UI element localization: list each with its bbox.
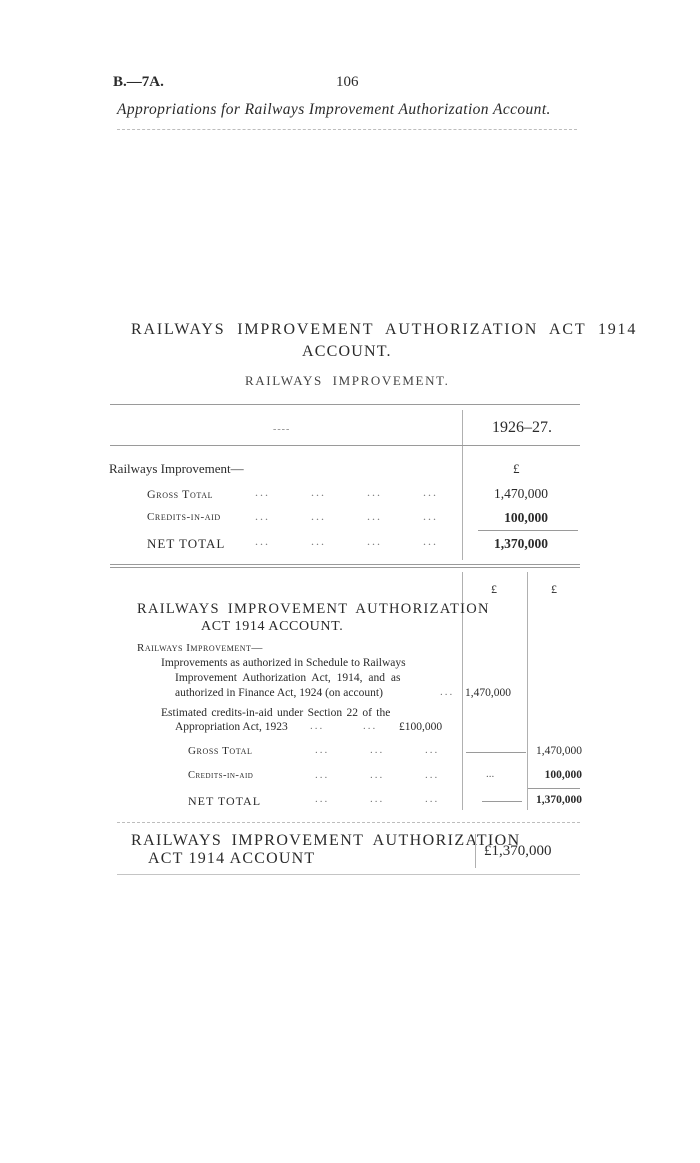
summary-title-line2: ACCOUNT. <box>302 343 392 360</box>
summary-description-header: ---- <box>273 424 291 435</box>
detail-row-gross-dash <box>466 752 526 753</box>
summary-row-net-leaders: ... ... ... ... <box>255 534 438 548</box>
detail-row-net-value: 1,370,000 <box>536 794 582 806</box>
summary-row-credits-leaders: ... ... ... ... <box>255 509 438 523</box>
detail-item-line2: Improvement Authorization Act, 1914, and as <box>175 672 401 684</box>
summary-row-credits-value: 100,000 <box>504 510 548 525</box>
detail-row-net-leaders: ... ... ... <box>315 793 440 805</box>
detail-item-line1: Improvements as authorized in Schedule to Railways <box>161 657 406 669</box>
detail-row-net-dash <box>482 801 522 802</box>
footer-bracket <box>475 834 476 868</box>
summary-bottom-rule <box>110 564 580 565</box>
summary-bottom-rule-double <box>110 567 580 568</box>
footer-amount: £1,370,000 <box>484 843 552 859</box>
detail-item-line3: authorized in Finance Act, 1924 (on account) <box>175 687 383 699</box>
detail-row-gross-label: Gross Total <box>188 745 253 757</box>
detail-subtotal-rule <box>528 788 580 789</box>
detail-row-credits-value: 100,000 <box>544 769 582 781</box>
footer-label-line1: RAILWAYS IMPROVEMENT AUTHORIZATION <box>131 832 521 849</box>
detail-subheading: Railways Improvement— <box>137 642 263 654</box>
footer-rule <box>117 874 580 875</box>
summary-row-gross-value: 1,470,000 <box>494 486 548 501</box>
summary-row-gross-label: Gross Total <box>147 487 214 501</box>
summary-title-line1: RAILWAYS IMPROVEMENT AUTHORIZATION ACT 1914 <box>131 321 638 338</box>
summary-year-header: 1926–27. <box>492 419 552 436</box>
detail-row-gross-leaders: ... ... ... <box>315 744 440 756</box>
summary-row-gross-leaders: ... ... ... ... <box>255 485 438 499</box>
summary-subtotal-rule <box>478 530 578 531</box>
detail-estimate-line1: Estimated credits-in-aid under Section 22 of the <box>161 707 391 719</box>
detail-row-credits-col1: ... <box>486 768 495 780</box>
detail-item-amount: 1,470,000 <box>465 687 511 699</box>
header-rule <box>117 129 577 130</box>
running-title: Appropriations for Railways Improvement Authorization Account. <box>117 101 551 118</box>
summary-column-rule <box>462 410 463 560</box>
summary-top-rule <box>110 404 580 405</box>
detail-row-gross-value: 1,470,000 <box>536 745 582 757</box>
summary-subtitle: RAILWAYS IMPROVEMENT. <box>245 373 450 388</box>
detail-bottom-rule <box>117 822 580 823</box>
detail-row-credits-leaders: ... ... ... <box>315 769 440 781</box>
detail-estimate-line2: Appropriation Act, 1923 <box>175 721 288 733</box>
detail-currency-right: £ <box>551 582 557 596</box>
detail-currency-left: £ <box>491 582 497 596</box>
detail-heading-line1: RAILWAYS IMPROVEMENT AUTHORIZATION <box>137 601 490 617</box>
summary-currency: £ <box>513 461 520 476</box>
summary-row-net-label: NET TOTAL <box>147 536 226 551</box>
detail-heading-line2: ACT 1914 ACCOUNT. <box>201 619 344 634</box>
page-number: 106 <box>336 74 359 90</box>
detail-estimate-amount: £100,000 <box>399 721 443 733</box>
document-reference: B.—7A. <box>113 74 164 90</box>
detail-estimate-leaders: ... ... <box>310 720 378 732</box>
summary-section-label: Railways Improvement— <box>109 461 244 476</box>
detail-row-net-label: NET TOTAL <box>188 794 262 808</box>
summary-row-credits-label: Credits-in-aid <box>147 511 221 523</box>
summary-header-rule <box>110 445 580 446</box>
detail-item-leaders: ... <box>440 686 455 698</box>
footer-label-line2: ACT 1914 ACCOUNT <box>148 850 316 867</box>
detail-row-credits-label: Credits-in-aid <box>188 770 254 781</box>
summary-row-net-value: 1,370,000 <box>494 536 548 551</box>
